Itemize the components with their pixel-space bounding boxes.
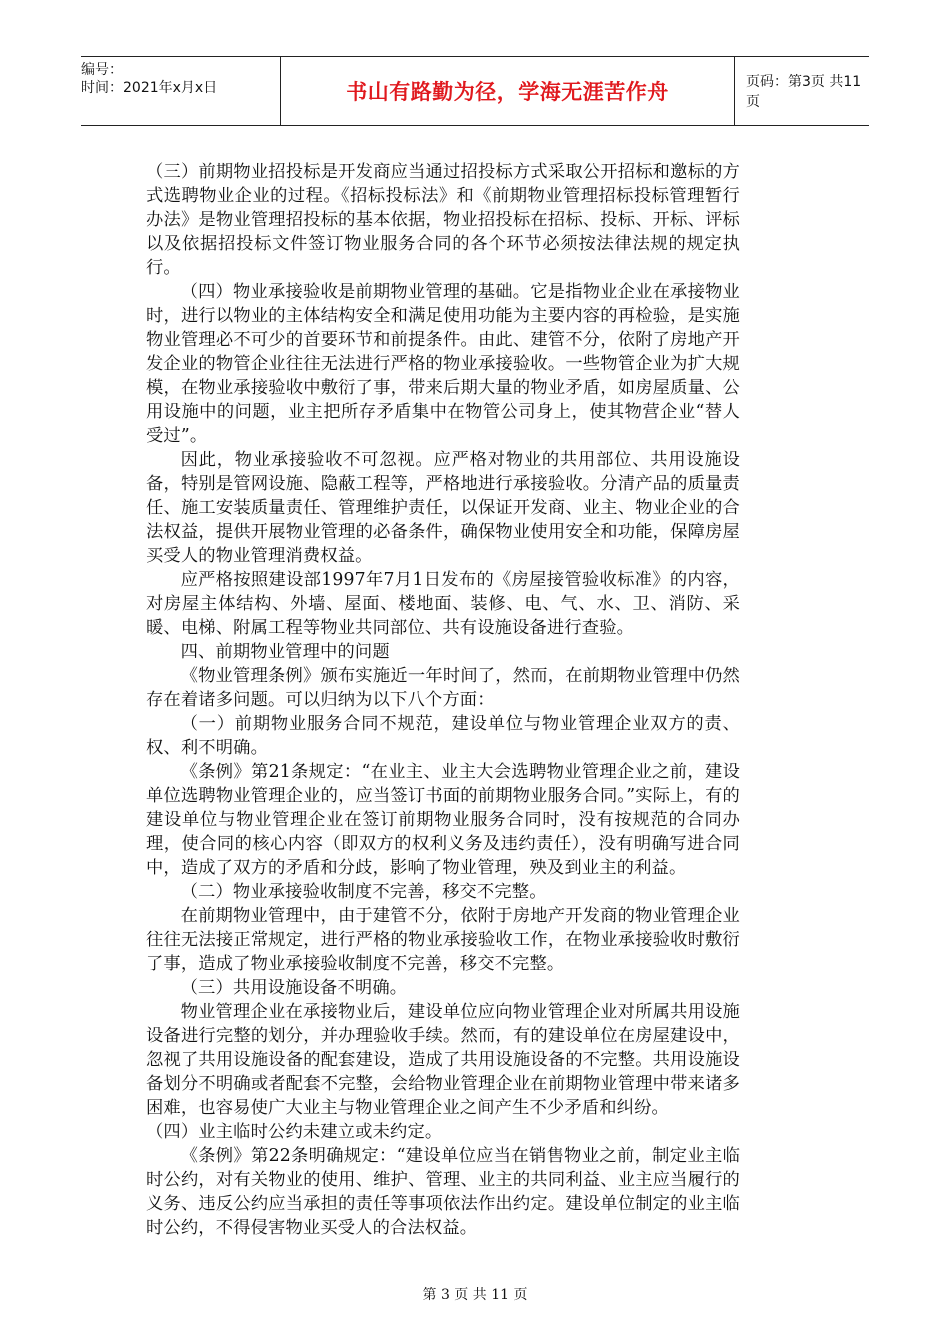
body-paragraph: 因此，物业承接验收不可忽视。应严格对物业的共用部位、共用设施设备，特别是管网设施、隐蔽工程等，严格地进行承接验收。分清产品的质量责任、施工安装质量责任、管理维护责任，以保证开发商、业主、物业企业的合法权益，提供开展物业管理的必备条件，确保物业使用安全和功能，保障房屋买受人的物业管理消费权益。 xyxy=(146,450,740,566)
header-info-cell xyxy=(81,57,280,125)
header-page-cell xyxy=(734,57,869,125)
header-motto-cell xyxy=(280,57,735,125)
subsection-heading: （一）前期物业服务合同不规范，建设单位与物业管理企业双方的责、权、利不明确。 xyxy=(146,714,740,758)
body-paragraph: 应严格按照建设部1997年7月1日发布的《房屋接管验收标准》的内容，对房屋主体结构、外墙、屋面、楼地面、装修、电、气、水、卫、消防、采暖、电梯、附属工程等物业共同部位、共有设施设备进行查验。 xyxy=(146,570,740,638)
document-date-label: 时间：2021年x月x日 xyxy=(81,80,218,96)
footer-page-number: 第 3 页 共 11 页 xyxy=(422,1287,528,1303)
section-heading: 四、前期物业管理中的问题 xyxy=(180,642,390,662)
header-page-number: 页码：第3页 共11页 xyxy=(746,74,862,110)
body-paragraph: （三）前期物业招投标是开发商应当通过招投标方式采取公开招标和邀标的方式选聘物业企业的过程。《招标投标法》和《前期物业管理招标投标管理暂行办法》是物业管理招投标的基本依据，物业招投标在招标、投标、开标、评标以及依据招投标文件签订物业服务合同的各个环节必须按法律法规的规定执行。 xyxy=(146,162,740,278)
subsection-heading: （四）业主临时公约未建立或未约定。 xyxy=(146,1122,443,1142)
page-footer xyxy=(0,1284,950,1304)
body-paragraph: 《物业管理条例》颁布实施近一年时间了，然而，在前期物业管理中仍然存在着诸多问题。可以归纳为以下八个方面： xyxy=(146,666,740,710)
document-number-label: 编号： xyxy=(81,62,123,78)
subsection-heading: （二）物业承接验收制度不完善，移交不完整。 xyxy=(180,882,547,902)
body-paragraph: 《条例》第22条明确规定：“建设单位应当在销售物业之前，制定业主临时公约，对有关物业的使用、维护、管理、业主的共同利益、业主应当履行的义务、违反公约应当承担的责任等事项依法作出约定。建设单位制定的业主临时公约，不得侵害物业买受人的合法权益。 xyxy=(146,1146,740,1238)
subsection-heading: （三）共用设施设备不明确。 xyxy=(180,978,408,998)
body-paragraph: （四）物业承接验收是前期物业管理的基础。它是指物业企业在承接物业时，进行以物业的主体结构安全和满足使用功能为主要内容的再检验，是实施物业管理必不可少的首要环节和前提条件。由此、建管不分，依附了房地产开发企业的物管企业往往无法进行严格的物业承接验收。一些物管企业为扩大规模，在物业承接验收中敷衍了事，带来后期大量的物业矛盾，如房屋质量、公用设施中的问题，业主把所存矛盾集中在物管公司身上，使其物营企业“替人受过”。 xyxy=(146,282,740,446)
document-body xyxy=(146,160,740,1240)
header-motto: 书山有路勤为径，学海无涯苦作舟 xyxy=(346,80,669,104)
body-paragraph: 在前期物业管理中，由于建管不分，依附于房地产开发商的物业管理企业往往无法接正常规定，进行严格的物业承接验收工作，在物业承接验收时敷衍了事，造成了物业承接验收制度不完善，移交不完整。 xyxy=(146,906,740,974)
body-paragraph: 《条例》第21条规定：“在业主、业主大会选聘物业管理企业之前，建设单位选聘物业管理企业的，应当签订书面的前期物业服务合同。”实际上，有的建设单位与物业管理企业在签订前期物业服务合同时，没有按规范的合同办理，使合同的核心内容（即双方的权利义务及违约责任），没有明确写进合同中，造成了双方的矛盾和分歧，影响了物业管理，殃及到业主的利益。 xyxy=(146,762,740,878)
page-header xyxy=(81,56,869,126)
body-paragraph: 物业管理企业在承接物业后，建设单位应向物业管理企业对所属共用设施设备进行完整的划分，并办理验收手续。然而，有的建设单位在房屋建设中，忽视了共用设施设备的配套建设，造成了共用设施设备的不完整。共用设施设备划分不明确或者配套不完整，会给物业管理企业在前期物业管理中带来诸多困难，也容易使广大业主与物业管理企业之间产生不少矛盾和纠纷。 xyxy=(146,1002,740,1118)
